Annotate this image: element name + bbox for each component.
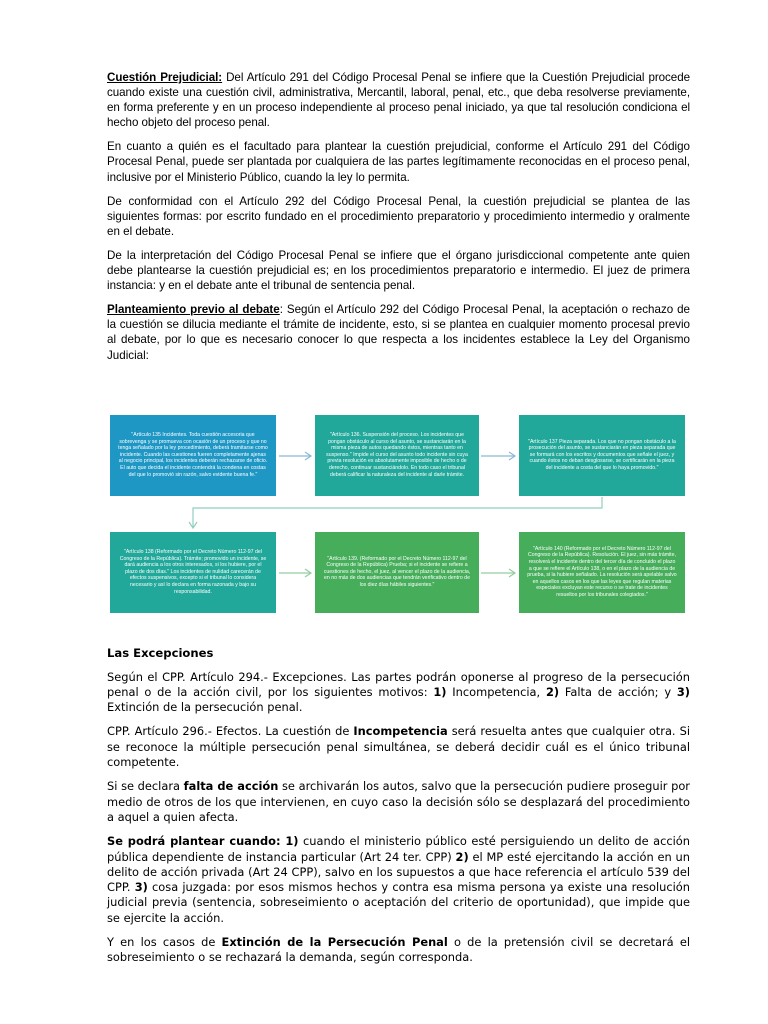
text-run: Si se declara <box>107 779 184 794</box>
bold-term-falta-de-accion: falta de acción <box>183 779 279 794</box>
heading-cuestion-prejudicial: Cuestión Prejudicial: <box>107 71 223 84</box>
bold-lead: Se podrá plantear cuando: 1) <box>107 834 299 849</box>
arrow-right-icon <box>278 450 314 462</box>
diagram-box-articulo-135: "Artículo 135 Incidentes. Toda cuestión accesoria que sobrevenga y se promueva con ocasión de un proceso y que no tenga señalado por la ley procedimiento, deberá tramitarse como incidente. Cuando las cuestiones fueren completamente ajenas al negocio principal, los incidentes deberán rechazarse de oficio. El auto que decida el incidente contendrá la condena en costas del que lo promovió sin razón, salvo evidente buena fe." <box>110 415 276 496</box>
paragraph-articulo-296 <box>107 724 690 770</box>
text-run: Falta de acción; y <box>559 684 677 699</box>
text-run: o de la pretensión civil se decretará el sobreseimiento o se rechazará la demanda, según corresponda. <box>107 935 690 965</box>
text-run: Extinción de la persecución penal. <box>107 700 303 715</box>
text-run: cosa juzgada: por esos mismos hechos y contra esa misma persona ya existe una resolución judicial previa (sentencia, sobreseimiento o aceptación del criterio de oportunidad), que impide que se ejercite la acción. <box>107 880 690 925</box>
paragraph-cuestion-prejudicial <box>107 70 690 130</box>
incidents-flow-diagram <box>107 372 690 634</box>
bold-number: 1) <box>433 684 447 699</box>
diagram-box-articulo-140: "Artículo 140 (Reformado por el Decreto Número 112-97 del Congreso de la República). Resolución. El juez, sin más trámite, resolverá el incidente dentro del tercer día de concluido el plazo a que se refiere el Artículo 138, o en el plazo de la audiencia de prueba, si la hubiere señalado. La resolución será apelable salvo en aquellos casos en los que las leyes que regulan materias especiales excluyan este recurso o se trate de incidentes resueltos por los tribunales colegiados." <box>519 532 685 613</box>
bold-number: 2) <box>545 684 560 699</box>
paragraph-organo-jurisdiccional: De la interpretación del Código Procesal Penal se infiere que el órgano jurisdiccional competente ante quien debe plantearse la cuestión prejudicial es; en los procedimientos preparatorio e intermedio. El juez de primera instancia: y en el debate ante el tribunal de sentencia penal. <box>107 248 690 293</box>
text-run: se archivarán los autos, salvo que la persecución pudiere proseguir por medio de otros de los que intervienen, en cuyo caso la decisión sólo se desplazará del procedimiento a aquel a quien afecta. <box>107 779 690 824</box>
bold-number: 3) <box>676 684 690 699</box>
heading-planteamiento-previo: Planteamiento previo al debate <box>107 303 280 317</box>
bold-number: 3) <box>134 880 148 895</box>
paragraph-se-podra-plantear <box>107 834 690 926</box>
diagram-box-articulo-139: "Artículo 139. (Reformado por el Decreto Número 112-97 del Congreso de la República) Prueba; si el incidente se refiere a cuestiones de hecho, el juez, al vencer el plazo de la audiencia, en no más de dos audiencias que tendrán verificativo dentro de los diez días hábiles siguientes." <box>315 532 479 613</box>
arrow-right-icon <box>278 567 314 579</box>
bold-number: 2) <box>455 849 469 864</box>
paragraph-text: Del Artículo 291 del Código Procesal Penal se infiere que la Cuestión Prejudicial procede cuando existe una cuestión civil, administrativa, Mercantil, laboral, penal, etc., que deba resolverse previamente, en forma preferente y en un proceso independiente al proceso penal iniciado, ya que tal resolución condiciona el hecho objeto del proceso penal. <box>107 71 690 130</box>
text-run: Y en los casos de <box>107 935 222 950</box>
text-run: Incompetencia, <box>446 684 546 699</box>
bold-term-incompetencia: Incompetencia <box>353 724 448 739</box>
arrow-right-icon <box>480 450 518 462</box>
heading-las-excepciones: Las Excepciones <box>107 645 214 660</box>
text-run: cuando el ministerio público esté persiguiendo un delito de acción pública dependiente de instancia particular (Art 24 ter. CPP) <box>107 834 690 864</box>
text-run: Según el CPP. Artículo 294.- Excepciones. Las partes podrán oponerse al progreso de la persecución penal o de la acción civil, por los siguientes motivos: <box>107 669 690 699</box>
paragraph-facultado: En cuanto a quién es el facultado para plantear la cuestión prejudicial, conforme el Artículo 291 del Código Procesal Penal, puede ser plantada por cualquiera de las partes legítimamente reconocidas en el proceso penal, inclusive por el Ministerio Público, cuando la ley lo permita. <box>107 140 690 184</box>
text-run: será resuelta antes que cualquier otra. Si se reconoce la múltiple persecución penal simultánea, se deberá decidir cuál es el único tribunal competente. <box>107 724 690 770</box>
text-run: el MP esté ejercitando la acción en un delito de acción privada (Art 24 CPP), salvo en los supuestos a que hace referencia el artículo 539 del CPP. <box>107 849 690 895</box>
diagram-box-articulo-136: "Artículo 136. Suspensión del proceso. Los incidentes que pongan obstáculo al curso del asunto, se sustanciarán en la misma pieza de autos quedando éstos, mientras tanto en suspenso." Impide el curso del asunto todo incidente sin cuya previa resolución es absolutamente imposible de hecho o de derecho, continuar sustanciándolo. En todo caso el tribunal deberá calificar la naturaleza del incidente al darle trámite. <box>315 415 479 496</box>
paragraph-falta-de-accion <box>107 779 690 825</box>
return-arrow-icon <box>185 496 605 530</box>
paragraph-planteamiento-previo <box>107 302 690 362</box>
paragraph-text: : Según el Artículo 292 del Código Procesal Penal, la aceptación o rechazo de la cuestión se dilucia mediante el trámite de incidente, esto, si se plantea en cualquier momento procesal previo al debate, por lo que es necesario conocer lo que respecta a los incidentes establece la Ley del Organismo Judicial: <box>107 303 690 362</box>
paragraph-articulo-294 <box>107 670 690 716</box>
document-page <box>107 70 690 975</box>
text-run: CPP. Artículo 296.- Efectos. La cuestión de <box>107 724 354 739</box>
paragraph-articulo-292: De conformidad con el Artículo 292 del Código Procesal Penal, la cuestión prejudicial se plantea de las siguientes formas: por escrito fundado en el procedimiento preparatorio y procedimiento intermedio y oralmente en el debate. <box>107 194 690 238</box>
diagram-box-articulo-138: "Artículo 138 (Reformado por el Decreto Número 112-97 del Congreso de la República). Trámite; promovido un incidente, se dará audiencia a los otros interesados, si los hubiere, por el plazo de dos días." Los incidentes de nulidad carecerán de efectos suspensivos, excepto si el tribunal lo considera necesario y así lo declara en forma razonada y bajo su responsabilidad. <box>110 532 276 613</box>
paragraph-extincion <box>107 935 690 966</box>
arrow-right-icon <box>480 567 518 579</box>
bold-term-extincion: Extinción de la Persecución Penal <box>221 935 448 950</box>
diagram-box-articulo-137: "Artículo 137 Pieza separada. Los que no pongan obstáculo a la prosecución del asunto, se sustanciarán en pieza separada que se formará con los escritos y documentos que señale el juez, y cuando éstos no deban desglosarse, se certificarán en la pieza del incidente a costa del que lo haya promovido." <box>519 415 685 496</box>
